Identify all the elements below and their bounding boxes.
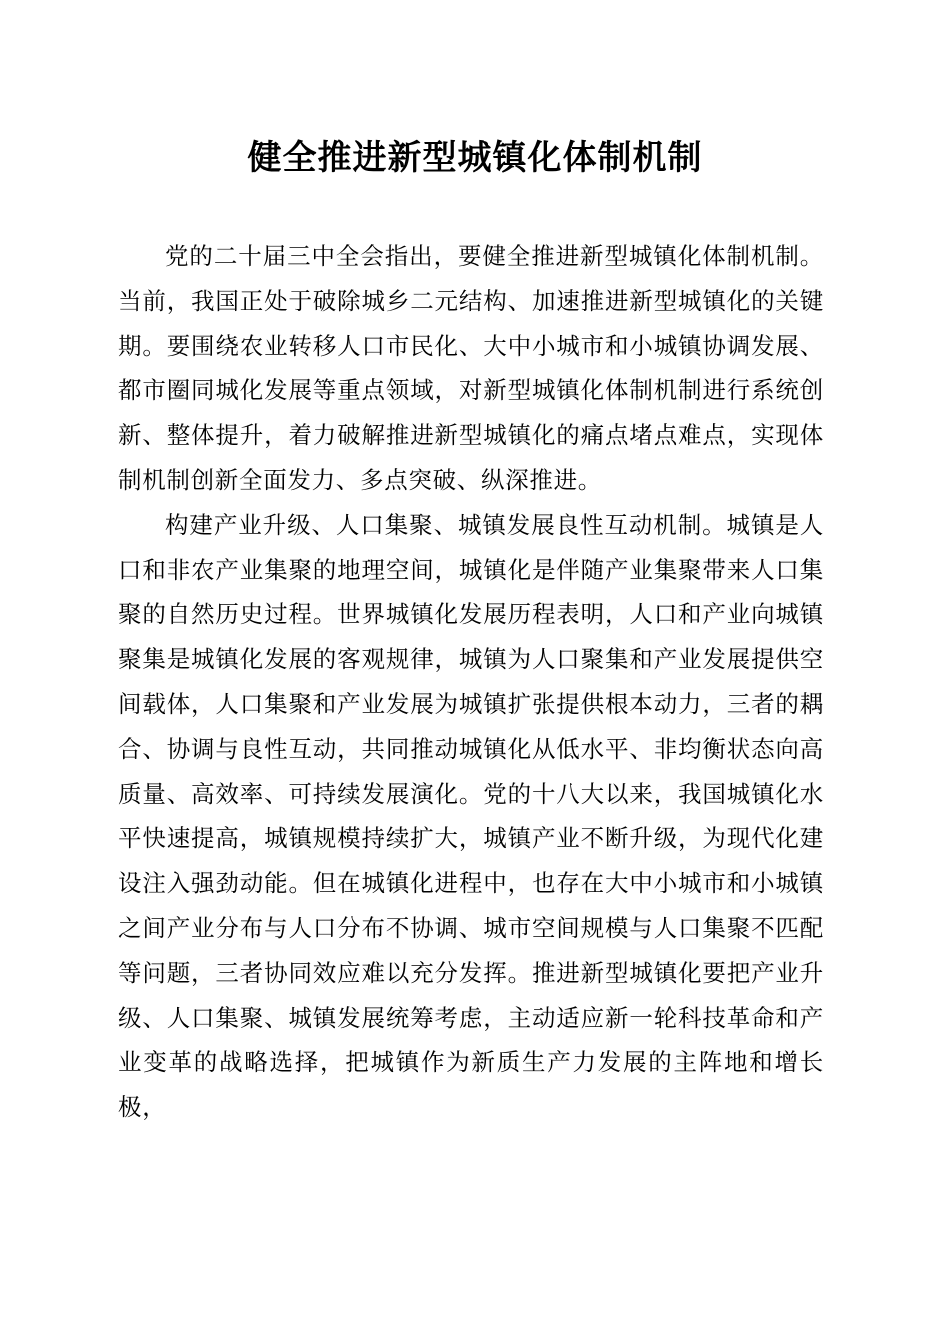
paragraph-industry-population: 构建产业升级、人口集聚、城镇发展良性互动机制。城镇是人口和非农产业集聚的地理空间，城镇化是伴随产业集聚带来人口集聚的自然历史过程。世界城镇化发展历程表明，人口和产业向城镇聚集是城镇化发展的客观规律，城镇为人口聚集和产业发展提供空间载体，人口集聚和产业发展为城镇扩张提供根本动力，三者的耦合、协调与良性互动，共同推动城镇化从低水平、非均衡状态向高质量、高效率、可持续发展演化。党的十八大以来，我国城镇化水平快速提高，城镇规模持续扩大，城镇产业不断升级，为现代化建设注入强劲动能。但在城镇化进程中，也存在大中小城市和小城镇之间产业分布与人口分布不协调、城市空间规模与人口集聚不匹配等问题，三者协同效应难以充分发挥。推进新型城镇化要把产业升级、人口集聚、城镇发展统筹考虑，主动适应新一轮科技革命和产业变革的战略选择，把城镇作为新质生产力发展的主阵地和增长极， — [118, 510, 824, 1122]
document-body — [118, 234, 824, 1130]
document-title: 健全推进新型城镇化体制机制 — [247, 138, 703, 178]
paragraph-intro: 党的二十届三中全会指出，要健全推进新型城镇化体制机制。当前，我国正处于破除城乡二元结构、加速推进新型城镇化的关键期。要围绕农业转移人口市民化、大中小城市和小城镇协调发展、都市圈同城化发展等重点领域，对新型城镇化体制机制进行系统创新、整体提升，着力破解推进新型城镇化的痛点堵点难点，实现体制机制创新全面发力、多点突破、纵深推进。 — [118, 242, 824, 494]
